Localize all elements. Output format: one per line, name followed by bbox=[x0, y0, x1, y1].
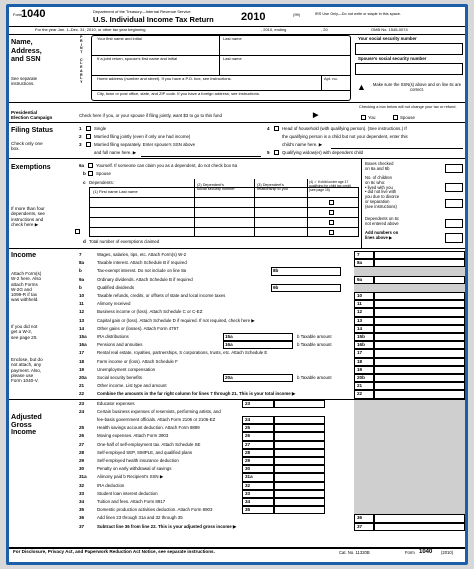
line-amount-input[interactable] bbox=[374, 276, 465, 284]
dep-col-relationship: (3) Dependent's relationship to you bbox=[257, 183, 288, 192]
line-ref: 36 bbox=[357, 515, 363, 521]
footer-form-label: Form bbox=[405, 550, 415, 555]
spouse-first-name-input[interactable] bbox=[93, 62, 219, 73]
exemptions-right-2: No. of children on 6c who: • lived with you • did not live with you due to divorce or separation (see instructions) bbox=[365, 175, 400, 209]
exemptions-right-4: Add numbers on lines above ▶ bbox=[365, 230, 399, 240]
your-ssn-label: Your social security number bbox=[358, 36, 417, 41]
line-amount-input[interactable] bbox=[274, 441, 325, 449]
home-address-label: Home address (number and street). If you have a P.O. box, see instructions. bbox=[97, 76, 232, 81]
filing-separate-checkbox[interactable] bbox=[86, 142, 91, 147]
last-name-label: Last name bbox=[223, 36, 242, 41]
line-ref: 34 bbox=[245, 499, 251, 504]
attach-forms-note: Attach Form(s) W-2 here. Also attach Forms W-2G and 1099-R if tax was withheld. bbox=[11, 271, 42, 303]
more-dependents-checkbox[interactable] bbox=[75, 229, 80, 234]
line-description: IRA distributions bbox=[97, 334, 129, 339]
line-number: 32 bbox=[79, 482, 85, 488]
line-number: 17 bbox=[79, 350, 85, 356]
line-ref: 37 bbox=[357, 523, 363, 529]
dependents-label: Dependents: bbox=[89, 180, 114, 185]
line-number: 15a bbox=[79, 334, 87, 339]
tax-year-end: , 20 bbox=[321, 27, 328, 32]
line-amount-input[interactable] bbox=[374, 317, 465, 325]
filing-joint-checkbox[interactable] bbox=[86, 134, 91, 139]
city-label: City, town or post office, state, and ZIP code. If you have a foreign address, see instructions. bbox=[97, 91, 260, 96]
campaign-label: Presidential Election Campaign bbox=[11, 110, 53, 121]
line-amount-input[interactable] bbox=[274, 424, 325, 432]
cat-number: Cat. No. 11320B bbox=[339, 550, 370, 555]
privacy-notice: For Disclosure, Privacy Act, and Paperwork Reduction Act Notice, see separate instructions. bbox=[13, 549, 215, 554]
line-ref: 21 bbox=[357, 383, 363, 389]
line-number: 12 bbox=[79, 309, 85, 315]
spouse-last-name-input[interactable] bbox=[221, 62, 349, 73]
filing-status-label: Filing Status bbox=[11, 127, 53, 134]
line-number: 34 bbox=[79, 499, 85, 504]
exemptions-right-1: Boxes checked on 6a and 6b bbox=[365, 161, 394, 171]
line-number: 13 bbox=[79, 317, 85, 323]
campaign-you-checkbox[interactable] bbox=[361, 115, 366, 120]
line-box-label: 9b bbox=[273, 284, 279, 290]
campaign-you-label: You bbox=[368, 115, 376, 120]
line-amount-input[interactable] bbox=[374, 251, 465, 259]
line-description: Unemployment compensation bbox=[97, 366, 156, 372]
line-number: 27 bbox=[79, 441, 85, 447]
line-number: 25 bbox=[79, 425, 85, 431]
campaign-spouse-label: Spouse bbox=[400, 115, 415, 120]
line-input[interactable] bbox=[223, 374, 293, 382]
joint-last-label: Last name bbox=[223, 56, 242, 61]
line-amount-input[interactable] bbox=[374, 300, 465, 308]
line-ref: 24 bbox=[245, 417, 251, 422]
boxes-checked-input[interactable] bbox=[445, 164, 463, 173]
dep-row3-credit-checkbox[interactable] bbox=[329, 220, 334, 225]
shaded-cell bbox=[354, 400, 465, 408]
shaded-cell bbox=[354, 424, 465, 432]
line-description: Business income or (loss). Attach Schedule C or C-EZ bbox=[97, 309, 203, 315]
form-number: 1040 bbox=[21, 8, 46, 20]
exemption-yourself-checkbox[interactable] bbox=[88, 163, 93, 168]
apt-label: Apt. no. bbox=[324, 76, 338, 81]
line-ref: 11 bbox=[357, 301, 362, 307]
omb-number: OMB No. 1545-0074 bbox=[371, 27, 408, 32]
line-number: 21 bbox=[79, 383, 85, 389]
line-description: Farm income or (loss). Attach Schedule F bbox=[97, 358, 178, 364]
line-description: Combine the amounts in the far right column for lines 7 through 21. This is your total income ▶ bbox=[97, 391, 296, 397]
campaign-spouse-checkbox[interactable] bbox=[393, 115, 398, 120]
checking-note: Checking a box below will not change your tax or refund. bbox=[359, 104, 457, 109]
filing-hoh-label-3: child's name here. ▶ bbox=[282, 142, 323, 147]
more-dependents-note: If more than four dependents, see instructions and check here ▶ bbox=[11, 206, 45, 227]
line-number: 8a bbox=[79, 260, 85, 266]
line-description: Tax-exempt interest. Do not include on line 8a bbox=[97, 268, 187, 274]
code-99: (99) bbox=[293, 12, 301, 17]
line-number: 24 bbox=[79, 408, 85, 414]
shaded-cell bbox=[354, 457, 465, 465]
filing-hoh-label-2: the qualifying person is a child but not your dependent, enter this bbox=[282, 134, 408, 139]
line-amount-input[interactable] bbox=[374, 259, 465, 267]
line-amount-input[interactable] bbox=[374, 523, 465, 531]
line-amount-input[interactable] bbox=[374, 308, 465, 316]
line-amount-input[interactable] bbox=[374, 382, 465, 390]
filing-joint-label: Married filing jointly (even if only one had income) bbox=[94, 134, 191, 139]
filing-hoh-label: Head of household (with qualifying person). (See instructions.) If bbox=[282, 126, 407, 131]
form-small-label: Form bbox=[13, 12, 23, 17]
line-description: Subtract line 36 from line 22. This is your adjusted gross income ▶ bbox=[97, 523, 237, 529]
shaded-cell bbox=[354, 482, 465, 490]
income-label: Income bbox=[11, 250, 37, 259]
arrow-up-icon: ▲ bbox=[357, 82, 366, 92]
irs-use-only: IRS Use Only—Do not write or staple in this space. bbox=[315, 12, 401, 16]
shaded-cell bbox=[354, 465, 465, 473]
section-divider bbox=[9, 399, 465, 400]
line-number: 11 bbox=[79, 301, 84, 307]
line-amount-input[interactable] bbox=[374, 325, 465, 333]
line-description: Social security benefits bbox=[97, 375, 142, 380]
exemption-yourself-label: Yourself. If someone can claim you as a dependent, do not check box 6a bbox=[96, 163, 238, 168]
line-number: 29 bbox=[79, 458, 85, 463]
spouse-ssn-input[interactable] bbox=[355, 63, 463, 75]
line-ref: 13 bbox=[357, 317, 363, 323]
line-description: Ordinary dividends. Attach Schedule B if required bbox=[97, 276, 193, 282]
see-instructions-note: See separate instructions. bbox=[11, 76, 38, 87]
children-lived-input[interactable] bbox=[445, 183, 463, 192]
line-amount-input[interactable] bbox=[374, 349, 465, 357]
line-ref: 33 bbox=[245, 490, 251, 496]
line-description: fee-basis government officials. Attach Form 2106 or 2106-EZ bbox=[97, 417, 216, 422]
line-ref: 29 bbox=[245, 458, 251, 463]
line-ref: 14 bbox=[357, 325, 363, 331]
line-ref: 25 bbox=[245, 425, 251, 431]
line-ref: 16b bbox=[357, 342, 365, 348]
line-description: Alimony received bbox=[97, 301, 131, 307]
dependents-not-entered-input[interactable] bbox=[445, 219, 463, 228]
line-amount-input[interactable] bbox=[274, 482, 325, 490]
make-sure-note: Make sure the SSN(s) above and on line 6c are correct. bbox=[372, 82, 462, 92]
line-description: Educator expenses bbox=[97, 400, 135, 406]
line-description: Self-employed health insurance deduction bbox=[97, 458, 179, 463]
line-number: b bbox=[79, 268, 82, 274]
line-description: Wages, salaries, tips, etc. Attach Form(s) W-2 bbox=[97, 252, 187, 257]
line-amount-input[interactable] bbox=[274, 490, 325, 498]
filing-widow-label: Qualifying widow(er) with dependent child bbox=[282, 150, 364, 155]
line-amount-input[interactable] bbox=[274, 506, 325, 514]
line-amount-input[interactable] bbox=[374, 374, 465, 382]
dep-col-ssn: (2) Dependent's social security number bbox=[197, 183, 235, 192]
line-amount-input[interactable] bbox=[274, 400, 325, 408]
line-input[interactable] bbox=[223, 341, 293, 349]
line-amount-input[interactable] bbox=[274, 465, 325, 473]
shaded-cell bbox=[354, 498, 465, 506]
line-description: Tuition and fees. Attach Form 8917 bbox=[97, 499, 166, 504]
line-number: 30 bbox=[79, 466, 85, 472]
taxable-amount-label: b Taxable amount bbox=[297, 342, 332, 348]
line-amount-input[interactable] bbox=[274, 473, 325, 481]
line-ref: 26 bbox=[245, 433, 251, 439]
taxable-amount-label: b Taxable amount bbox=[297, 375, 332, 380]
dept-line: Department of the Treasury—Internal Revenue Service bbox=[93, 9, 191, 14]
line-description: IRA deduction bbox=[97, 482, 125, 488]
enclose-payment-note: Enclose, but do not attach, any payment. Also, please use Form 1040-V. bbox=[11, 357, 43, 384]
taxable-amount-label: b Taxable amount bbox=[297, 334, 332, 339]
line-description: Taxable interest. Attach Schedule B if required bbox=[97, 260, 187, 266]
filing-widow-checkbox[interactable] bbox=[274, 150, 279, 155]
campaign-text: Check here if you, or your spouse if filing jointly, want $3 to go to this fund bbox=[79, 113, 222, 118]
shaded-cell bbox=[354, 408, 465, 424]
dep-col-name: (1) First name Last name bbox=[93, 189, 138, 194]
shaded-cell bbox=[354, 490, 465, 498]
line-number: 14 bbox=[79, 325, 85, 331]
first-name-label: Your first name and initial bbox=[97, 36, 142, 41]
line-amount-input[interactable] bbox=[374, 514, 465, 522]
line-ref: 20b bbox=[357, 375, 365, 380]
total-exemptions-input[interactable] bbox=[445, 233, 463, 243]
line-amount-input[interactable] bbox=[374, 366, 465, 374]
line-ref: 9a bbox=[357, 276, 363, 282]
line-ref: 31a bbox=[245, 474, 253, 480]
shaded-cell bbox=[354, 473, 465, 481]
line-amount-input[interactable] bbox=[274, 432, 325, 440]
line-number: 22 bbox=[79, 391, 85, 397]
children-not-lived-input[interactable] bbox=[445, 199, 463, 208]
line-amount-input[interactable] bbox=[274, 498, 325, 506]
shaded-cell bbox=[354, 441, 465, 449]
line-description: Certain business expenses of reservists, performing artists, and bbox=[97, 408, 221, 414]
line-ref: 18 bbox=[357, 358, 363, 364]
line-description: Rental real estate, royalties, partnerships, S corporations, trusts, etc. Attach Schedule E bbox=[97, 350, 268, 356]
tax-year-line: For the year Jan. 1–Dec. 31, 2010, or other tax year beginning bbox=[35, 27, 146, 32]
filing-hoh-checkbox[interactable] bbox=[274, 126, 279, 131]
line-description: Other gains or (losses). Attach Form 4797 bbox=[97, 325, 179, 331]
shaded-cell bbox=[354, 432, 465, 440]
line-number: 9a bbox=[79, 276, 85, 282]
dep-row2-credit-checkbox[interactable] bbox=[329, 210, 334, 215]
line-ref: 19 bbox=[357, 366, 363, 372]
line-description: Domestic production activities deduction. Attach Form 8903 bbox=[97, 507, 213, 513]
total-exemptions-label: Total number of exemptions claimed bbox=[89, 239, 160, 244]
joint-first-label: If a joint return, spouse's first name and initial bbox=[97, 56, 178, 61]
line-number: 31a bbox=[79, 474, 87, 480]
line-description: Taxable refunds, credits, or offsets of state and local income taxes bbox=[97, 293, 226, 298]
your-ssn-input[interactable] bbox=[355, 43, 463, 55]
line-input[interactable] bbox=[271, 267, 341, 275]
line-amount-input[interactable] bbox=[274, 457, 325, 465]
exemptions-label: Exemptions bbox=[11, 164, 51, 171]
line-number: 33 bbox=[79, 490, 85, 496]
line-amount-input[interactable] bbox=[274, 416, 325, 424]
no-w2-note: If you did not get a W-2, see page 20. bbox=[11, 324, 38, 340]
shaded-cell bbox=[354, 284, 465, 292]
line-amount-input[interactable] bbox=[374, 292, 465, 300]
filing-separate-fullname: and full name here. ▶ bbox=[94, 150, 137, 155]
line-box-label: 8b bbox=[273, 268, 279, 274]
footer-form-number: 1040 bbox=[419, 549, 433, 555]
line-description: Penalty on early withdrawal of savings bbox=[97, 466, 172, 472]
line-box-label: 15a bbox=[225, 334, 233, 339]
line-ref: 10 bbox=[357, 293, 363, 298]
line-amount-input[interactable] bbox=[374, 390, 465, 398]
filing-single-label: Single bbox=[94, 126, 107, 131]
line-box-label: 16a bbox=[225, 342, 233, 348]
line-ref: 35 bbox=[245, 507, 251, 513]
name-section-label: Name, Address, and SSN bbox=[11, 37, 42, 64]
line-ref: 7 bbox=[357, 252, 360, 257]
shaded-cell bbox=[354, 449, 465, 457]
shaded-cell bbox=[354, 506, 465, 514]
form-title: U.S. Individual Income Tax Return bbox=[93, 15, 214, 24]
line-description: Add lines 23 through 31a and 32 through 35 bbox=[97, 515, 183, 521]
last-name-input[interactable] bbox=[221, 42, 349, 53]
form-1040-page: Form 1040 Department of the Treasury—Internal Revenue Service U.S. Individual Income Tax Return 2010 (99) IRS Use Only—Do not write or staple in this space. For the year Jan. 1–Dec. 31, 2010, or other tax year beginning , 2010, ending , 20 OMB No. 1545-0074 Name, Address, and SSN See separate instructions. P R I N T C L E A R L Y Your first name and initial Last name Your social security number If a joint return, spouse's first name and initial Last name Spouse's social security number Home address (number and street). If you have a P.O. box, see instructions. Apt. no. City, town or post office, state, and ZIP code. If you have a foreign address, see instructions. ▲ Make sure the SSN(s) above and on line 6c are correct. Presidential Election Campaign Check here if you, or your spouse if filing jointly, want $3 to go to this fund ▶ Checking a box below will not change your tax or refund. You Spouse Filing Status Check only one box. 1 Single 2 Married filing jointly (even if only one had income) 3 Married filing separately. Enter spouse's SSN above and full name here. ▶ 4 Head of household (with qualifying person). (See instructions.) If the qualifying person is a child but not your dependent, enter this child's name here. ▶ 5 Qualifying widow(er) with dependent child Exemptions 6a Yourself. If someone can claim you as a dependent, do not check box 6a b Spouse c Dependents: (1) First name Last name (2) Dependent's social security number (3) Dependent's relationship to you (4) ✓ if child under age 17 qualifying for child tax credit (see page 15) If more than four dependents, see instructions and check here ▶ d Total number of exemptions claimed Boxes checked on 6a and 6b No. of children on 6c who: • lived with you • did not live with you due to divorce or separation (see instructions) Dependents on 6c not entered above Add numbers on lines above ▶ Income Attach Form(s) W-2 here. Also attach Forms W-2G and 1099-R if tax was withheld. If you did not get a W-2, see page 20. Enclose, but do not attach, any payment. Also, please use Form 1040-V. Adjusted Gross Income For Disclosure, Privacy Act, and Paperwork Reduction Act Notice, see separate instructions. Cat. No. 11320B Form 1040 (2010) 7 Wages, salaries, tips, etc. Attach Form(s) W-2 7 8a Taxable interest. Attach Schedule B if required 8a b Tax-exempt interest. Do not include on line 8a 8b 9a Ordinary dividends. Attach Schedule B if required 9a b Qualified dividends 9b 10 Taxable refunds, credits, or offsets of state and local income taxes 10 11 Alimony received 11 12 Business income or (loss). Attach Schedule C or C-EZ 12 13 Capital gain or (loss). Attach Schedule D if required. If not required, check here ▶ 13 14 Other gains or (losses). Attach Form 4797 14 15a IRA distributions 15a b Taxable amount 15b 16a Pensions and annuities 16a b Taxable amount 16b 17 Rental real estate, royalties, partnerships, S corporations, trusts, etc. Attach Schedule E 17 18 Farm income or (loss). Attach Schedule F 18 19 Unemployment compensation 19 20a Social security benefits 20a b Taxable amount 20b 21 Other income. List type and amount 21 22 Combine the amounts in the far right column for lines 7 through 21. This is your total income ▶ 22 23 Educator expenses 23 24 Certain business expenses of reservists, performing artists, and fee-basis government officials. Attach Form 2106 or 2106-EZ 24 25 Health savings account deduction. Attach Form 8889 25 26 Moving expenses. Attach Form 3903 26 27 One-half of self-employment tax. Attach Schedule SE 27 28 Self-employed SEP, SIMPLE, and qualified plans 28 29 Self-employed health insurance deduction 29 30 Penalty on early withdrawal of savings 30 31a Alimony paid b Recipient's SSN ▶ 31a 32 IRA deduction 32 33 Student loan interest deduction 33 34 Tuition and fees. Attach Form 8917 34 35 Domestic production activities deduction. Attach Form 8903 35 36 Add lines 23 through 31a and 32 through 35 36 37 Subtract line 36 from line 22. This is your adjusted gross income ▶ 37 bbox=[6, 4, 468, 565]
line-ref: 32 bbox=[245, 482, 251, 488]
line-number: 36 bbox=[79, 515, 85, 521]
line-ref: 12 bbox=[357, 309, 363, 315]
line-ref: 30 bbox=[245, 466, 251, 472]
line-number: b bbox=[79, 284, 82, 290]
line-ref: 27 bbox=[245, 441, 251, 447]
line-number: 19 bbox=[79, 366, 85, 372]
tax-year-mid: , 2010, ending bbox=[261, 27, 287, 32]
triangle-pointer-icon: ▶ bbox=[313, 112, 319, 119]
line-description: Other income. List type and amount bbox=[97, 383, 167, 389]
line-box-label: 20a bbox=[225, 375, 233, 380]
line-number: 16a bbox=[79, 342, 87, 348]
agi-label: Adjusted Gross Income bbox=[11, 412, 42, 437]
tax-year: 2010 bbox=[241, 11, 266, 23]
line-number: 26 bbox=[79, 433, 85, 439]
line-amount-input[interactable] bbox=[374, 341, 465, 349]
exemptions-right-3: Dependents on 6c not entered above bbox=[365, 216, 399, 226]
line-description: Capital gain or (loss). Attach Schedule D if required. If not required, check here ▶ bbox=[97, 317, 255, 323]
line-description: Qualified dividends bbox=[97, 284, 135, 290]
spouse-ssn-label: Spouse's social security number bbox=[358, 56, 427, 61]
print-clearly-label: P R I N T C L E A R L Y bbox=[80, 35, 83, 85]
line-ref: 23 bbox=[245, 400, 251, 406]
filing-single-checkbox[interactable] bbox=[86, 126, 91, 131]
line-number: 20a bbox=[79, 375, 87, 380]
dep-row1-credit-checkbox[interactable] bbox=[329, 200, 334, 205]
line-ref: 28 bbox=[245, 449, 251, 455]
dep-col-credit: (4) ✓ if child under age 17 qualifying for child tax credit (see page 15) bbox=[309, 180, 351, 192]
filing-separate-label: Married filing separately. Enter spouse's SSN above bbox=[94, 142, 196, 147]
line-description: Pensions and annuities bbox=[97, 342, 143, 348]
footer-year: (2010) bbox=[441, 550, 454, 555]
line-amount-input[interactable] bbox=[374, 333, 465, 341]
shaded-cell bbox=[354, 267, 465, 275]
exemption-spouse-label: Spouse bbox=[96, 171, 111, 176]
dep-row4-credit-checkbox[interactable] bbox=[329, 230, 334, 235]
line-number: 10 bbox=[79, 293, 85, 298]
line-description: Moving expenses. Attach Form 3903 bbox=[97, 433, 169, 439]
line-description: Health savings account deduction. Attach Form 8889 bbox=[97, 425, 200, 431]
line-number: 37 bbox=[79, 523, 85, 529]
line-ref: 22 bbox=[357, 391, 363, 397]
line-number: 28 bbox=[79, 449, 85, 455]
line-amount-input[interactable] bbox=[374, 358, 465, 366]
line-input[interactable] bbox=[271, 284, 341, 292]
first-name-input[interactable] bbox=[93, 42, 219, 53]
line-ref: 15b bbox=[357, 334, 365, 339]
line-number: 23 bbox=[79, 400, 85, 406]
line-amount-input[interactable] bbox=[274, 449, 325, 457]
line-description: Alimony paid b Recipient's SSN ▶ bbox=[97, 474, 164, 480]
line-description: Self-employed SEP, SIMPLE, and qualified plans bbox=[97, 449, 193, 455]
line-ref: 17 bbox=[357, 350, 363, 356]
line-input[interactable] bbox=[223, 333, 293, 341]
check-only-one: Check only one box. bbox=[11, 141, 43, 152]
line-description: Student loan interest deduction bbox=[97, 490, 158, 496]
exemption-spouse-checkbox[interactable] bbox=[88, 171, 93, 176]
line-number: 7 bbox=[79, 252, 82, 257]
line-number: 35 bbox=[79, 507, 85, 513]
line-description: One-half of self-employment tax. Attach Schedule SE bbox=[97, 441, 201, 447]
line-number: 18 bbox=[79, 358, 85, 364]
line-ref: 8a bbox=[357, 260, 363, 266]
